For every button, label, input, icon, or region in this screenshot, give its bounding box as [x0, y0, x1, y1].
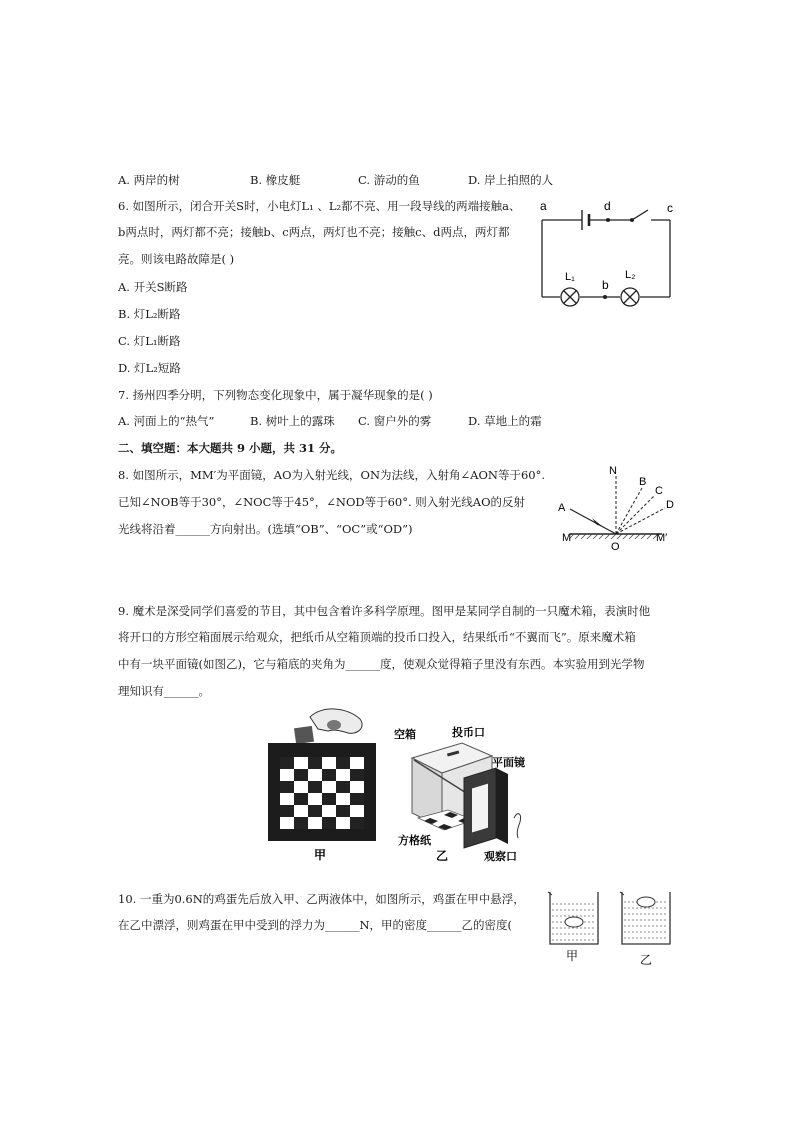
label-c: c	[667, 201, 673, 215]
q6-option-b: B. 灯L₂断路	[118, 307, 181, 321]
label-l1: L₁	[565, 271, 575, 283]
label-grid-paper: 方格纸	[398, 835, 431, 847]
q6-option-a: A. 开关S断路	[118, 280, 188, 294]
label-d: d	[604, 199, 611, 213]
label-m-prime: M′	[656, 532, 668, 544]
node-d	[606, 218, 610, 222]
q8-stem-line-2: 已知∠NOB等于30°，∠NOC等于45°，∠NOD等于60°. 则入射光线AO的反射	[118, 495, 526, 509]
label-a: a	[540, 199, 547, 213]
q6-stem-line-1: 6. 如图所示，闭合开关S时，小电灯L₁ 、L₂都不亮、用一段导线的两端接触a、	[118, 199, 521, 213]
label-d: D	[666, 499, 674, 511]
label-b: b	[602, 278, 609, 292]
magic-box-figure-jia	[262, 705, 382, 865]
q9-stem-line-1: 9. 魔术是深受同学们喜爱的节目，其中包含着许多科学原理。图甲是某同学自制的一只魔术箱，表演时他	[118, 604, 651, 618]
label-coin-slot: 投币口	[452, 727, 485, 739]
label-o: O	[611, 541, 620, 553]
q7-option-d: D. 草地上的霜	[468, 414, 542, 428]
q7-option-a: A. 河面上的“热气”	[118, 414, 215, 428]
q9-stem-line-4: 理知识有______。	[118, 684, 210, 698]
label-n: N	[609, 465, 617, 477]
q7-option-c: C. 窗户外的雾	[358, 414, 432, 428]
q6-option-c: C. 灯L₁断路	[118, 334, 181, 348]
label-c: C	[655, 485, 663, 497]
label-jia: 甲	[314, 848, 327, 862]
label-jia: 甲	[566, 949, 579, 963]
q9-stem-line-2: 将开口的方形空箱面展示给观众，把纸币从空箱顶端的投币口投入，结果纸币“不翼而飞”。原来魔术箱	[118, 630, 636, 644]
magic-box-figure-yi	[392, 718, 542, 866]
circuit-diagram	[532, 192, 682, 317]
reflection-diagram	[552, 462, 682, 554]
q10-stem-line-2: 在乙中漂浮，则鸡蛋在甲中受到的浮力为______N，甲的密度______乙的密度(	[118, 918, 513, 932]
q6-stem-line-3: 亮。则该电路故障是( )	[118, 252, 235, 266]
section-2-heading: 二、填空题：本大题共 9 小题，共 31 分。	[118, 441, 343, 455]
q5-option-b: B. 橡皮艇	[250, 173, 301, 187]
q5-option-d: D. 岸上拍照的人	[468, 173, 554, 187]
q10-stem-line-1: 10. 一重为0.6N的鸡蛋先后放入甲、乙两液体中，如图所示，鸡蛋在甲中悬浮，	[118, 892, 525, 906]
q8-stem-line-3: 光线将沿着______方向射出。(选填“OB”、“OC”或“OD”)	[118, 522, 413, 536]
label-mirror: 平面镜	[492, 757, 525, 769]
node-b	[603, 295, 607, 299]
label-a: A	[558, 502, 566, 514]
label-b: B	[639, 476, 647, 488]
switch-pivot	[630, 218, 634, 222]
label-m: M	[562, 532, 572, 544]
q5-option-a: A. 两岸的树	[118, 173, 180, 187]
q7-stem: 7. 扬州四季分明，下列物态变化现象中，属于凝华现象的是( )	[118, 388, 433, 402]
q6-option-d: D. 灯L₂短路	[118, 361, 181, 375]
label-yi: 乙	[640, 953, 653, 967]
label-view-port: 观察口	[484, 851, 517, 863]
label-l2: L₂	[625, 269, 636, 281]
q8-stem-line-1: 8. 如图所示，MM′为平面镜，AO为入射光线，ON为法线，入射角∠AON等于60°.	[118, 468, 545, 482]
label-yi: 乙	[436, 849, 449, 863]
label-empty-box: 空箱	[394, 729, 416, 741]
q9-stem-line-3: 中有一块平面镜(如图乙)，它与箱底的夹角为______度，使观众觉得箱子里没有东西。本实验用到光学物	[118, 657, 645, 671]
beakers-figure	[542, 886, 682, 968]
q5-option-c: C. 游动的鱼	[358, 173, 420, 187]
q7-option-b: B. 树叶上的露珠	[250, 414, 335, 428]
q6-stem-line-2: b两点时，两灯都不亮；接触b、c两点，两灯也不亮；接触c、d两点，两灯都	[118, 225, 510, 239]
